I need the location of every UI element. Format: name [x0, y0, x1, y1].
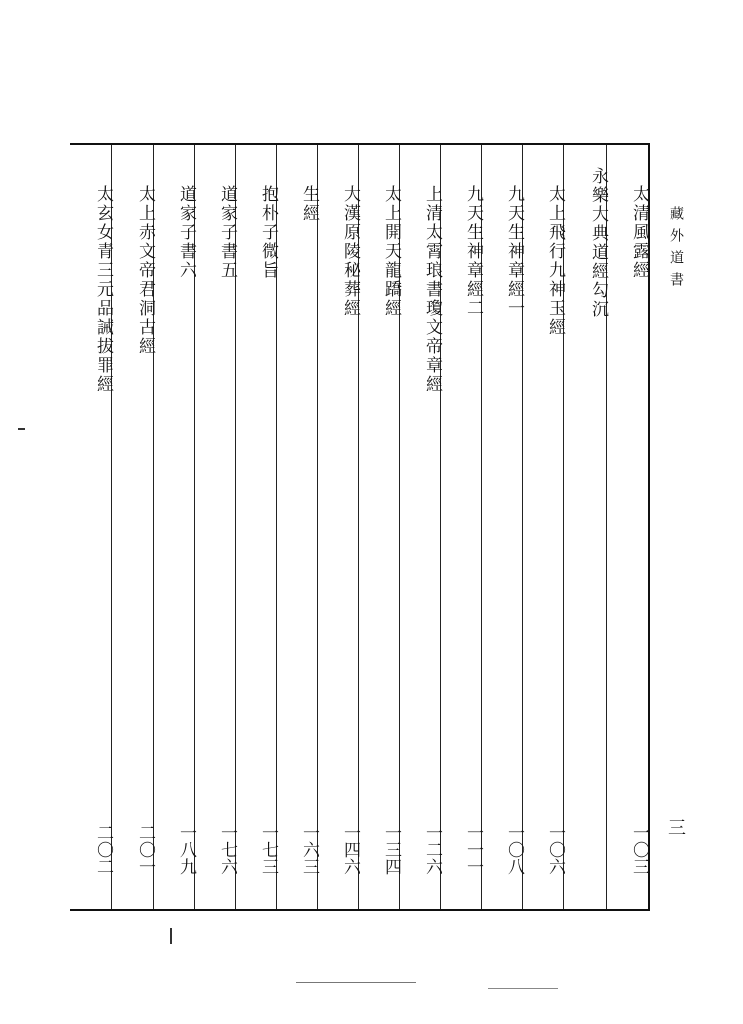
- entry-title: 道家子書六: [176, 185, 196, 280]
- toc-entry: [317, 145, 359, 909]
- entry-page: 一四六: [340, 824, 360, 875]
- entry-title: 太上飛行九神玉經: [545, 185, 565, 337]
- scan-line: [488, 988, 558, 989]
- entry-title: 抱朴子微旨: [258, 185, 278, 280]
- toc-entry: [358, 145, 400, 909]
- toc-entry: [70, 145, 112, 909]
- entry-title: 九天生神章經一: [504, 185, 524, 318]
- entry-page: 一八九: [176, 824, 196, 875]
- scan-line: [296, 982, 416, 983]
- toc-entry: [153, 145, 195, 909]
- entry-page: 一〇八: [504, 824, 524, 875]
- book-header: 藏外道書: [668, 206, 684, 294]
- toc-entry: [606, 145, 647, 909]
- entry-title: 大漢原陵秘葬經: [340, 185, 360, 318]
- entry-page: 一一一: [463, 824, 483, 875]
- entry-title: 生經: [299, 185, 319, 223]
- entry-title: 太清風露經: [629, 185, 649, 280]
- page-number: 三: [665, 818, 686, 836]
- entry-title: 九天生神章經二: [463, 185, 483, 318]
- toc-entry: [194, 145, 236, 909]
- entry-title: 太上開天龍蹻經: [381, 185, 401, 318]
- entry-page: 一七三: [258, 824, 278, 875]
- entry-title: 太玄女青三元品誡拔罪經: [93, 185, 113, 394]
- entry-page: 一三四: [381, 824, 401, 875]
- toc-entry: [481, 145, 523, 909]
- toc-entry: [235, 145, 277, 909]
- toc-entry: [276, 145, 318, 909]
- entry-page: 一六三: [299, 824, 319, 875]
- entry-page: 一二六: [422, 824, 442, 875]
- toc-entry: [399, 145, 441, 909]
- entry-title: 道家子書五: [217, 185, 237, 280]
- entry-title: 太上赤文帝君洞古經: [135, 185, 155, 356]
- toc-entry: [522, 145, 564, 909]
- entry-title: 上清太霄琅書瓊文帝章經: [422, 185, 442, 394]
- entry-page: 一〇六: [545, 824, 565, 875]
- entry-page: 一〇三: [629, 824, 649, 875]
- toc-entry: [111, 145, 154, 909]
- entry-page: 二〇一: [135, 824, 155, 875]
- entry-page: 二〇二: [93, 824, 113, 875]
- table-of-contents: [70, 143, 650, 911]
- toc-entry: [440, 145, 482, 909]
- entry-title: 永樂大典道經勾沉: [588, 167, 608, 319]
- scan-speck: [18, 428, 25, 430]
- scan-speck: [170, 928, 172, 944]
- entry-page: 一七六: [217, 824, 237, 875]
- toc-entry: [563, 145, 607, 909]
